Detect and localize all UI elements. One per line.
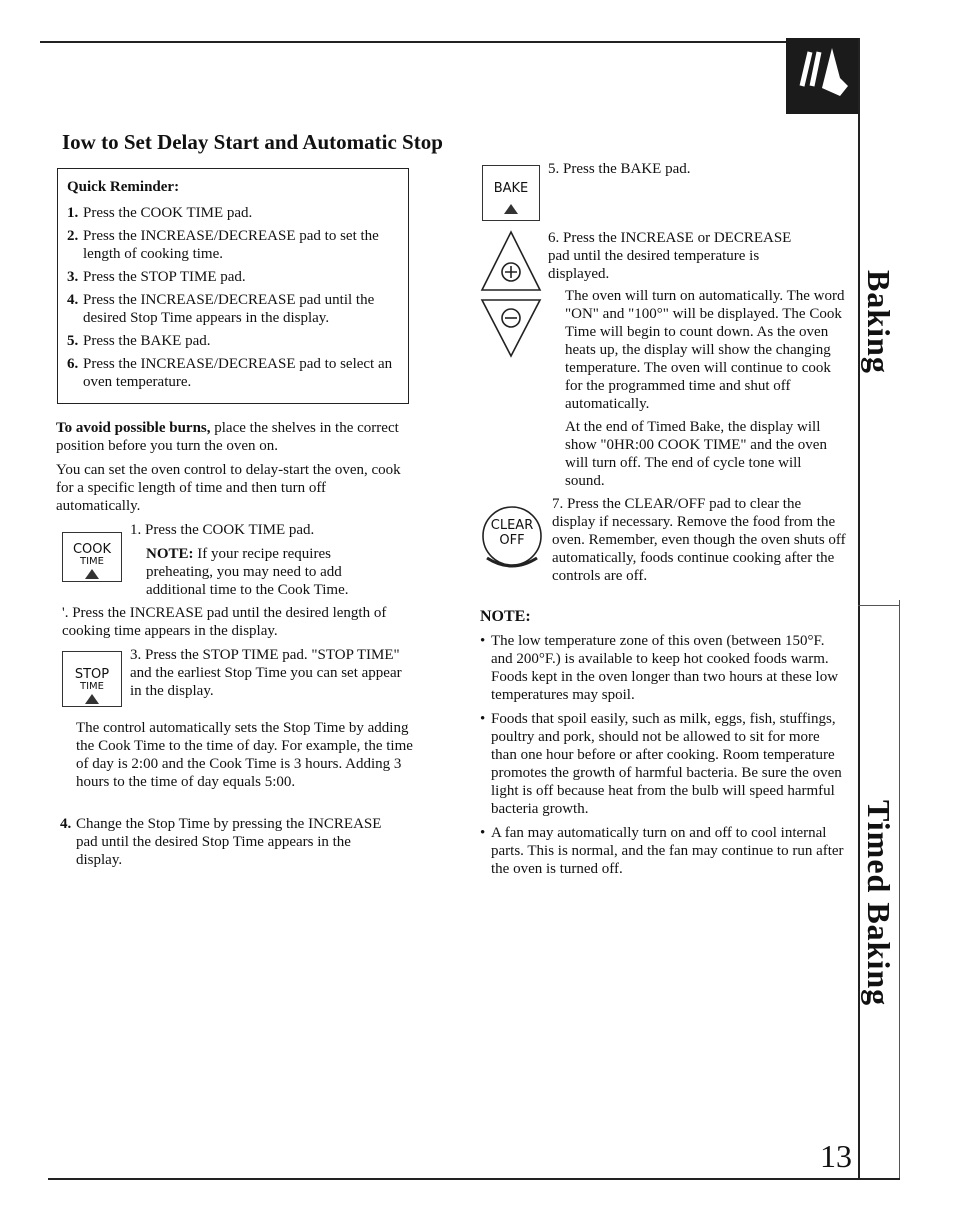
bottom-rule — [48, 1178, 900, 1180]
side-tab-right-border — [899, 600, 900, 1178]
page-number: 13 — [820, 1138, 852, 1174]
bake-pad: BAKE — [482, 165, 540, 221]
list-item: 2. Press the INCREASE/DECREASE pad to set the length of cooking time. — [67, 228, 379, 262]
side-tab-timed-baking: Timed Baking — [861, 800, 897, 1007]
oven-on-paragraph: The oven will turn on automatically. The word "ON" and "100°" will be displayed. The Cook Time will begin to count down. As the oven heats up, the display will show the changing temperature. The oven will continue to cook for the programmed time and shut off automatically. — [565, 288, 845, 412]
list-item: • The low temperature zone of this oven (between 150°F. and 200°F.) is available to keep hot cooked foods warm. Foods kept in the oven longer than two hours at these low temperatures may spoil. — [480, 633, 839, 703]
side-tab-divider — [858, 605, 900, 606]
note-heading: NOTE: — [480, 608, 531, 625]
list-item: 3. Press the STOP TIME pad. — [67, 269, 246, 285]
page-title: Iow to Set Delay Start and Automatic Stop — [62, 130, 443, 154]
clear-off-label: CLEAR OFF — [490, 518, 534, 548]
list-item: 5. Press the BAKE pad. — [67, 333, 211, 349]
top-rule — [40, 41, 860, 43]
step-6: 6. Press the INCREASE or DECREASE pad until the desired temperature is displayed. — [548, 230, 792, 282]
auto-stop-paragraph: The control automatically sets the Stop Time by adding the Cook Time to the time of day. For example, the time of day is 2:00 and the Cook Time is 3 hours. Adding 3 hours to the time of day equals 5:00. — [76, 720, 413, 790]
burns-warning: To avoid possible burns, place the shelves in the correct position before you turn the oven on. — [56, 420, 399, 454]
side-tab-baking: Baking — [861, 270, 897, 374]
stop-time-pad: STOP TIME — [62, 651, 122, 707]
end-of-bake-paragraph: At the end of Timed Bake, the display will show "0HR:00 COOK TIME" and the oven will turn off. The end of cycle tone will sound. — [565, 419, 827, 489]
increase-pad-icon — [482, 232, 540, 290]
up-triangle-icon — [85, 569, 99, 579]
notes-list — [480, 632, 848, 878]
step-4: 4. Change the Stop Time by pressing the INCREASE pad until the desired Stop Time appears in the display. — [60, 816, 382, 868]
section-logo — [786, 38, 858, 114]
list-item: • Foods that spoil easily, such as milk, eggs, fish, stuffings, poultry and pork, should not be allowed to sit for more than one hour before or after cooking. Room temperature promotes the growth of harmful bacteria. Be sure the oven light is off because heat from the bulb will speed harmful bacteria growth. — [480, 711, 842, 817]
step-2: '. Press the INCREASE pad until the desired length of cooking time appears in the display. — [62, 605, 387, 639]
decrease-pad-icon — [482, 300, 540, 356]
step-1: 1. Press the COOK TIME pad. — [130, 522, 315, 538]
intro-paragraph: You can set the oven control to delay-start the oven, cook for a specific length of time and then turn off automatically. — [56, 462, 401, 514]
quick-reminder-title: Quick Reminder: — [67, 179, 180, 195]
up-triangle-icon — [504, 204, 518, 214]
side-tab-border — [858, 38, 860, 1178]
list-item: 1. Press the COOK TIME pad. — [67, 205, 253, 221]
step-7: 7. Press the CLEAR/OFF pad to clear the display if necessary. Remove the food from the oven. Remember, even though the oven shuts off automatically, foods continue cooking after the controls are off. — [552, 496, 846, 584]
list-item: • A fan may automatically turn on and off to cool internal parts. This is normal, and the fan may continue to run after the oven is turned off. — [480, 825, 844, 877]
hand-icon — [786, 38, 858, 114]
increase-decrease-pads — [478, 228, 544, 358]
cook-time-note: NOTE: If your recipe requires preheating, you may need to add additional time to the Cook Time. — [146, 546, 349, 598]
up-triangle-icon — [85, 694, 99, 704]
step-5: 5. Press the BAKE pad. — [548, 161, 691, 177]
list-item: 6. Press the INCREASE/DECREASE pad to select an oven temperature. — [67, 356, 393, 390]
list-item: 4. Press the INCREASE/DECREASE pad until the desired Stop Time appears in the display. — [67, 292, 375, 326]
quick-reminder-list — [67, 204, 397, 391]
step-3: 3. Press the STOP TIME pad. "STOP TIME" and the earliest Stop Time you can set appear in the display. — [130, 647, 402, 699]
cook-time-pad: COOK TIME — [62, 532, 122, 582]
